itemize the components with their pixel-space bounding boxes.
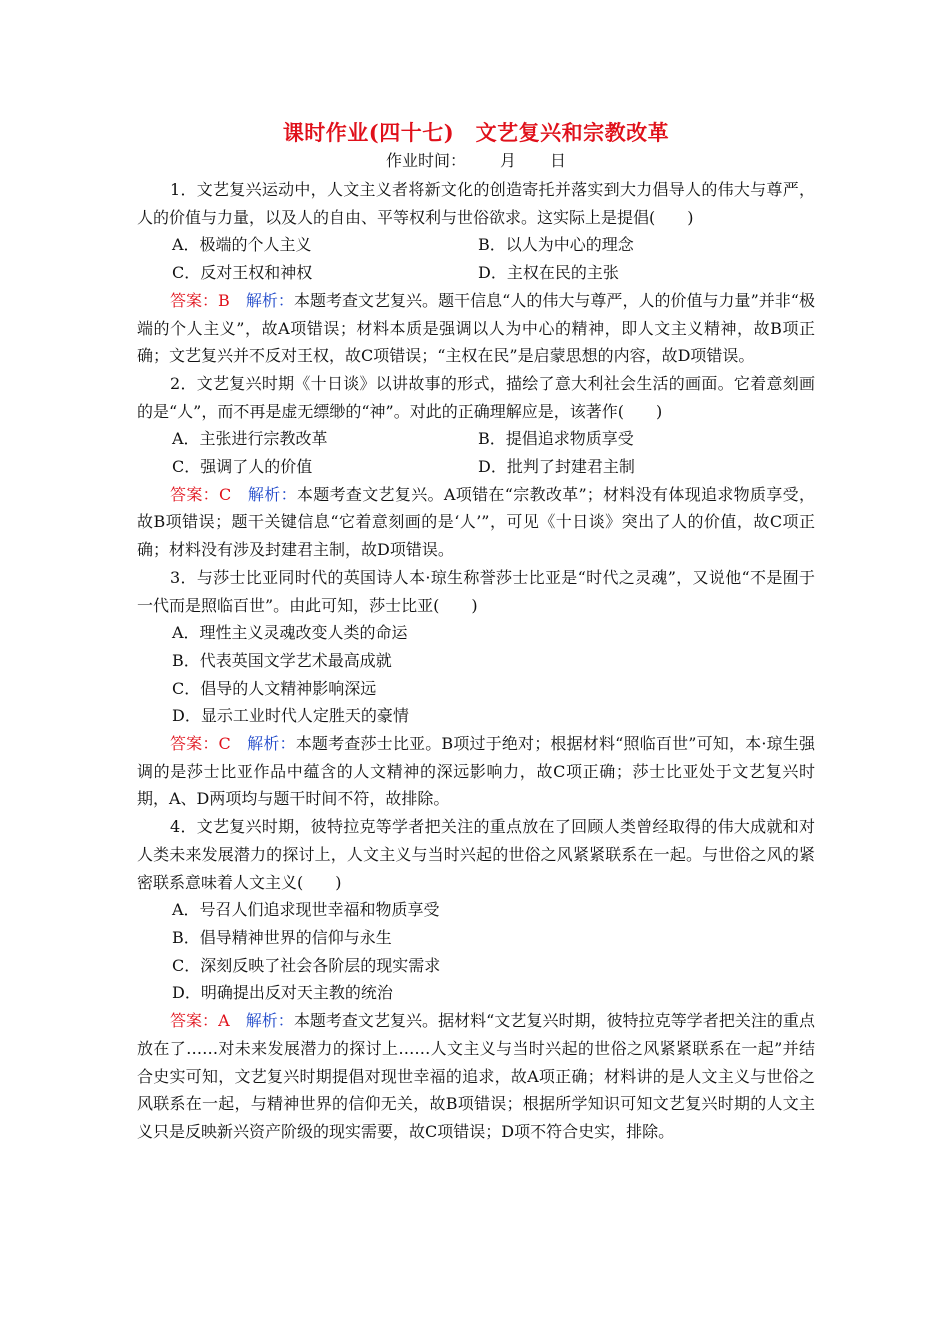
option-c: C．深刻反映了社会各阶层的现实需求 <box>172 955 441 975</box>
homework-time-label: 作业时间： <box>385 151 466 170</box>
option-c: C．倡导的人文精神影响深远 <box>172 678 377 698</box>
analysis-label: 解析： <box>247 484 297 504</box>
option-c: C．反对王权和神权 <box>172 263 313 283</box>
analysis-text: 本题考查文艺复兴。据材料“文艺复兴时期，彼特拉克等学者把关注的重点放在了……对未来发展潜力的探讨上……人文主义与当时兴起的世俗之风紧紧联系在一起”并结合史实可知，文艺复兴时期提倡对现世幸福的追求，故A项正确；材料讲的是人文主义与世俗之风联系在一起，与精神世界的信仰无关，故B项错误；根据所学知识可知文艺复兴时期的人文主义只是反映新兴资产阶级的现实需要，故C项错误；D项不符合史实，排除。 <box>137 1011 815 1141</box>
question-stem: 4．文艺复兴时期，彼特拉克等学者把关注的重点放在了回顾人类曾经取得的伟大成就和对人类未来发展潜力的探讨上，人文主义与当时兴起的世俗之风紧紧联系在一起。与世俗之风的紧密联系意味着人文主义( ) <box>137 817 815 892</box>
analysis-label: 解析： <box>245 290 294 310</box>
question-4 <box>137 813 815 1145</box>
answer-analysis <box>137 730 815 813</box>
month-label: 月 <box>499 151 516 170</box>
analysis-label: 解析： <box>245 1011 294 1031</box>
question-stem: 1．文艺复兴运动中，人文主义者将新文化的创造寄托并落实到大力倡导人的伟大与尊严，人的价值与力量，以及人的自由、平等权利与世俗欲求。这实际上是提倡( ) <box>137 180 815 227</box>
analysis-label: 解析： <box>247 734 296 754</box>
answer-analysis <box>137 287 815 370</box>
answer-analysis <box>137 481 815 564</box>
analysis-text: 本题考查莎士比亚。B项过于绝对；根据材料“照临百世”可知，本·琼生强调的是莎士比亚作品中蕴含的人文精神的深远影响力，故C项正确；莎士比亚处于文艺复兴时期，A、D两项均与题干时间不符，故排除。 <box>137 734 815 809</box>
answer-label: 答案：A <box>170 1011 230 1031</box>
option-a: A．主张进行宗教改革 <box>172 429 328 449</box>
option-b: B．以人为中心的理念 <box>478 235 634 255</box>
worksheet-page <box>137 118 815 1146</box>
option-d: D．明确提出反对天主教的统治 <box>172 983 393 1003</box>
question-stem: 3．与莎士比亚同时代的英国诗人本·琼生称誉莎士比亚是“时代之灵魂”，又说他“不是囿于一代而是照临百世”。由此可知，莎士比亚( ) <box>137 567 815 615</box>
analysis-text: 本题考查文艺复兴。题干信息“人的伟大与尊严，人的价值与力量”并非“极端的个人主义”，故A项错误；材料本质是强调以人为中心的精神，即人文主义精神，故B项正确；文艺复兴并不反对王权，故C项错误；“主权在民”是启蒙思想的内容，故D项错误。 <box>137 290 815 366</box>
analysis-text: 本题考查文艺复兴。A项错在“宗教改革”；材料没有体现追求物质享受，故B项错误；题干关键信息“它着意刻画的是‘人’”，可见《十日谈》突出了人的价值，故C项正确；材料没有涉及封建君主制，故D项错误。 <box>137 484 815 560</box>
option-b: B．提倡追求物质享受 <box>478 429 634 449</box>
answer-analysis <box>137 1007 815 1146</box>
option-d: D．主权在民的主张 <box>478 263 619 283</box>
homework-time <box>137 148 815 174</box>
question-3 <box>137 564 815 813</box>
day-label: 日 <box>550 151 567 170</box>
option-b: B．代表英国文学艺术最高成就 <box>172 650 392 670</box>
answer-label: 答案：C <box>170 484 232 504</box>
question-1 <box>137 176 815 370</box>
option-d: D．批判了封建君主制 <box>478 457 635 477</box>
option-d: D．显示工业时代人定胜天的豪情 <box>172 706 409 726</box>
option-a: A．号召人们追求现世幸福和物质享受 <box>172 900 440 920</box>
answer-label: 答案：B <box>170 290 230 310</box>
option-a: A．极端的个人主义 <box>172 235 312 255</box>
page-title: 课时作业(四十七) 文艺复兴和宗教改革 <box>282 120 670 145</box>
option-a: A．理性主义灵魂改变人类的命运 <box>172 623 408 643</box>
answer-label: 答案：C <box>170 734 231 754</box>
question-stem: 2．文艺复兴时期《十日谈》以讲故事的形式，描绘了意大利社会生活的画面。它着意刻画的是“人”，而不再是虚无缥缈的“神”。对此的正确理解应是，该著作( ) <box>137 373 815 421</box>
option-b: B．倡导精神世界的信仰与永生 <box>172 927 392 947</box>
question-2 <box>137 370 815 564</box>
option-c: C．强调了人的价值 <box>172 457 313 477</box>
